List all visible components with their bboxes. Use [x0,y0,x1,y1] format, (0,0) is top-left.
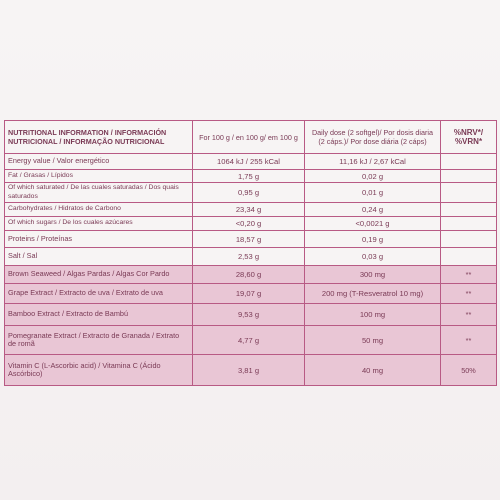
row-per100: 4,77 g [193,326,305,355]
row-per100: 28,60 g [193,266,305,284]
row-daily: 50 mg [305,326,441,355]
header-row [5,121,497,154]
row-per100: 9,53 g [193,304,305,326]
row-label: Of which sugars / De los cuales azúcares [5,217,193,231]
row-daily: 0,19 g [305,231,441,248]
row-per100: 23,34 g [193,203,305,217]
row-daily: 0,01 g [305,183,441,203]
table-row [5,154,497,170]
row-per100: 0,95 g [193,183,305,203]
row-nrv: ** [441,284,497,304]
row-per100: 2,53 g [193,248,305,266]
row-daily: 40 mg [305,355,441,386]
header-per-100g: For 100 g / en 100 g/ em 100 g [193,121,305,154]
row-per100: 3,81 g [193,355,305,386]
table-row [5,355,497,386]
row-nrv [441,183,497,203]
row-label: Fat / Grasas / Lípidos [5,170,193,183]
row-per100: <0,20 g [193,217,305,231]
header-nutrient: NUTRITIONAL INFORMATION / INFORMACIÓN NUTRICIONAL / INFORMAÇÃO NUTRICIONAL [5,121,193,154]
row-daily: 0,03 g [305,248,441,266]
row-nrv [441,248,497,266]
row-daily: <0,0021 g [305,217,441,231]
row-daily: 0,02 g [305,170,441,183]
row-daily: 0,24 g [305,203,441,217]
row-nrv: 50% [441,355,497,386]
row-nrv [441,217,497,231]
row-nrv [441,231,497,248]
table-row [5,217,497,231]
row-per100: 1064 kJ / 255 kCal [193,154,305,170]
row-daily: 100 mg [305,304,441,326]
row-nrv: ** [441,266,497,284]
row-nrv [441,154,497,170]
row-daily: 300 mg [305,266,441,284]
row-label: Bamboo Extract / Extracto de Bambú [5,304,193,326]
row-nrv: ** [441,304,497,326]
table-row [5,248,497,266]
row-per100: 1,75 g [193,170,305,183]
header-nrv: %NRV*/ %VRN* [441,121,497,154]
row-label: Salt / Sal [5,248,193,266]
row-per100: 18,57 g [193,231,305,248]
table-row [5,170,497,183]
row-nrv [441,170,497,183]
header-daily-dose: Daily dose (2 softgel)/ Por dosis diaria (2 cáps.)/ Por dose diária (2 cáps) [305,121,441,154]
row-label: Carbohydrates / Hidratos de Carbono [5,203,193,217]
row-label: Proteins / Proteínas [5,231,193,248]
table-row [5,284,497,304]
row-per100: 19,07 g [193,284,305,304]
row-daily: 11,16 kJ / 2,67 kCal [305,154,441,170]
row-label: Vitamin C (L-Ascorbic acid) / Vitamina C (Ácido Ascórbico) [5,355,193,386]
table-row [5,183,497,203]
table-row [5,231,497,248]
row-label: Of which saturated / De las cuales saturadas / Dos quais saturados [5,183,193,203]
table-row [5,304,497,326]
table-row [5,203,497,217]
row-label: Brown Seaweed / Algas Pardas / Algas Cor Pardo [5,266,193,284]
row-nrv [441,203,497,217]
table-row [5,326,497,355]
row-nrv: ** [441,326,497,355]
row-daily: 200 mg (T-Resveratrol 10 mg) [305,284,441,304]
row-label: Grape Extract / Extracto de uva / Extrato de uva [5,284,193,304]
row-label: Pomegranate Extract / Extracto de Granada / Extrato de romã [5,326,193,355]
row-label: Energy value / Valor energético [5,154,193,170]
table-row [5,266,497,284]
nutrition-table [4,120,497,386]
